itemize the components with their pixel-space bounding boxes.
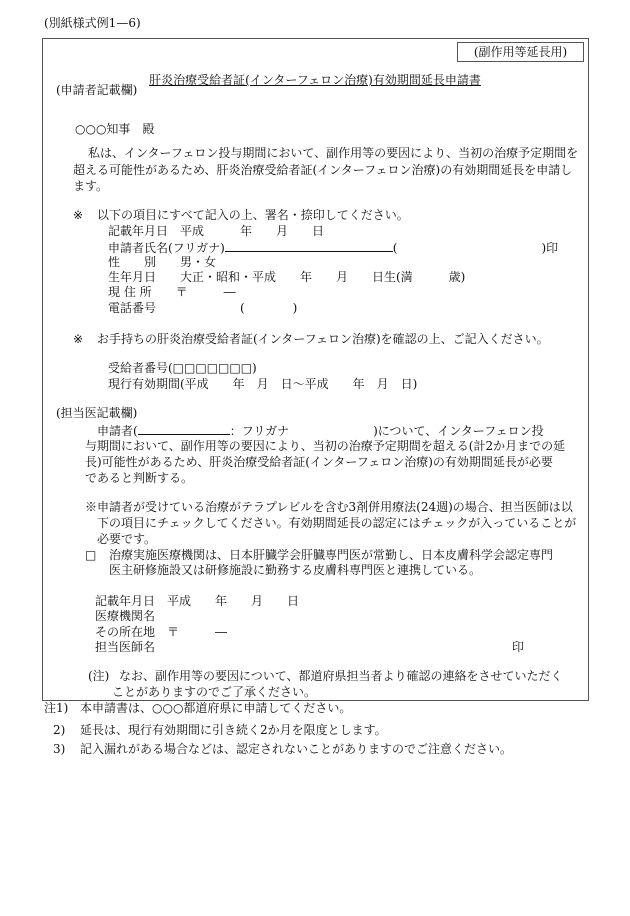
telaprevir-note-line: 下の項目にチェックしてください。有効期間延長の認定にはチェックが入っていることが xyxy=(97,516,577,530)
caution-mark: (注) xyxy=(88,669,110,683)
footnote-text: 本申請書は、○○○都道府県に申請してください。 xyxy=(80,701,352,715)
doctor-statement-line[interactable] xyxy=(97,422,544,439)
confirm-instruction: お手持ちの肝炎治療受給者証(インターフェロン治療)を確認の上、ご記入ください。 xyxy=(97,332,549,346)
note-mark: ※ xyxy=(73,332,84,346)
applicant-section-heading: (申請者記載欄) xyxy=(56,83,138,97)
footnote-text: 記入漏れがある場合などは、認定されないことがありますのでご注意ください。 xyxy=(80,742,513,756)
footnote-number: 注1) xyxy=(44,701,69,715)
furigana-text: ：フリガナ )について、インターフェロン投 xyxy=(229,424,544,438)
name-paren: ( )印 xyxy=(392,241,559,255)
name-underline xyxy=(225,239,393,252)
request-paragraph-line: 私は、インターフェロン投与期間において、副作用等の要因により、当初の治療予定期間を xyxy=(88,146,579,160)
request-paragraph-line: 超える可能性があるため、肝炎治療受給者証(インターフェロン治療)の有効期間延長を申請し xyxy=(73,163,573,177)
doctor-section-heading: (担当医記載欄) xyxy=(56,406,138,420)
footnote-text: 延長は、現行有効期間に引き続く2か月を限度とします。 xyxy=(80,723,387,737)
doctor-paragraph-line: 長)可能性があるため、肝炎治療受給者証(インターフェロン治療)の有効期間延長が必要 xyxy=(85,455,553,469)
address-field[interactable]: 現 住 所 〒 ― xyxy=(108,285,236,299)
applicant-name-field[interactable] xyxy=(108,239,558,256)
location-field[interactable]: その所在地 〒 ― xyxy=(95,625,228,639)
name-label: 申請者氏名(フリガナ) xyxy=(108,241,225,255)
fill-instruction: 以下の項目にすべて記入の上、署名・捺印してください。 xyxy=(97,208,409,222)
form-type-tag: (副作用等延長用) xyxy=(457,42,584,62)
specialist-checkbox[interactable]: □ xyxy=(85,548,97,562)
doctor-paragraph-line: 与期間において、副作用等の要因により、当初の治療予定期間を超える(計2か月までの延 xyxy=(85,439,566,453)
telaprevir-note-line: ※申請者が受けている治療がテラプレビルを含む3剤併用療法(24週)の場合、担当医師は以 xyxy=(85,500,573,514)
doctor-name-field[interactable]: 担当医師名 xyxy=(95,640,156,654)
footnote-number: 2) xyxy=(53,723,66,737)
checkbox-text-line: 医主研修施設又は研修施設に勤務する皮膚科専門医と連携している。 xyxy=(109,563,482,577)
applicant-name-underline xyxy=(138,422,230,435)
date-field[interactable]: 記載年月日 平成 年 月 日 xyxy=(108,224,325,238)
doctor-paragraph-line: であると判断する。 xyxy=(85,471,194,485)
footnote-number: 3) xyxy=(53,742,66,756)
telaprevir-note-line: 必要です。 xyxy=(97,532,157,546)
phone-field[interactable]: 電話番号 ( ) xyxy=(108,301,298,315)
caution-line: ことがありますのでご了承ください。 xyxy=(112,685,317,699)
recipient-number-field[interactable]: 受給者番号(□□□□□□□) xyxy=(108,361,257,375)
doctor-date-field[interactable]: 記載年月日 平成 年 月 日 xyxy=(95,594,300,608)
checkbox-text-line: 治療実施医療機関は、日本肝臓学会肝臓専門医が常勤し、日本皮膚科学会認定専門 xyxy=(109,548,554,562)
request-paragraph-line: ます。 xyxy=(73,179,109,193)
valid-period-field[interactable]: 現行有効期間(平成 年 月 日～平成 年 月 日) xyxy=(108,377,418,391)
note-mark: ※ xyxy=(73,208,84,222)
caution-line: なお、副作用等の要因について、都道府県担当者より確認の連絡をさせていただく xyxy=(119,669,563,683)
addressee: ○○○知事 殿 xyxy=(75,122,155,136)
sex-field[interactable]: 性 別 男・女 xyxy=(108,255,217,269)
title-text: 肝炎治療受給者証(インターフェロン治療)有効期間延長申請書 xyxy=(149,73,481,87)
birthdate-field[interactable]: 生年月日 大正・昭和・平成 年 月 日生(満 歳) xyxy=(108,270,466,284)
form-id: (別紙様式例1—6) xyxy=(44,16,141,30)
applicant-label: 申請者( xyxy=(97,424,138,438)
seal-mark: 印 xyxy=(512,640,525,654)
institution-field[interactable]: 医療機関名 xyxy=(95,609,156,623)
